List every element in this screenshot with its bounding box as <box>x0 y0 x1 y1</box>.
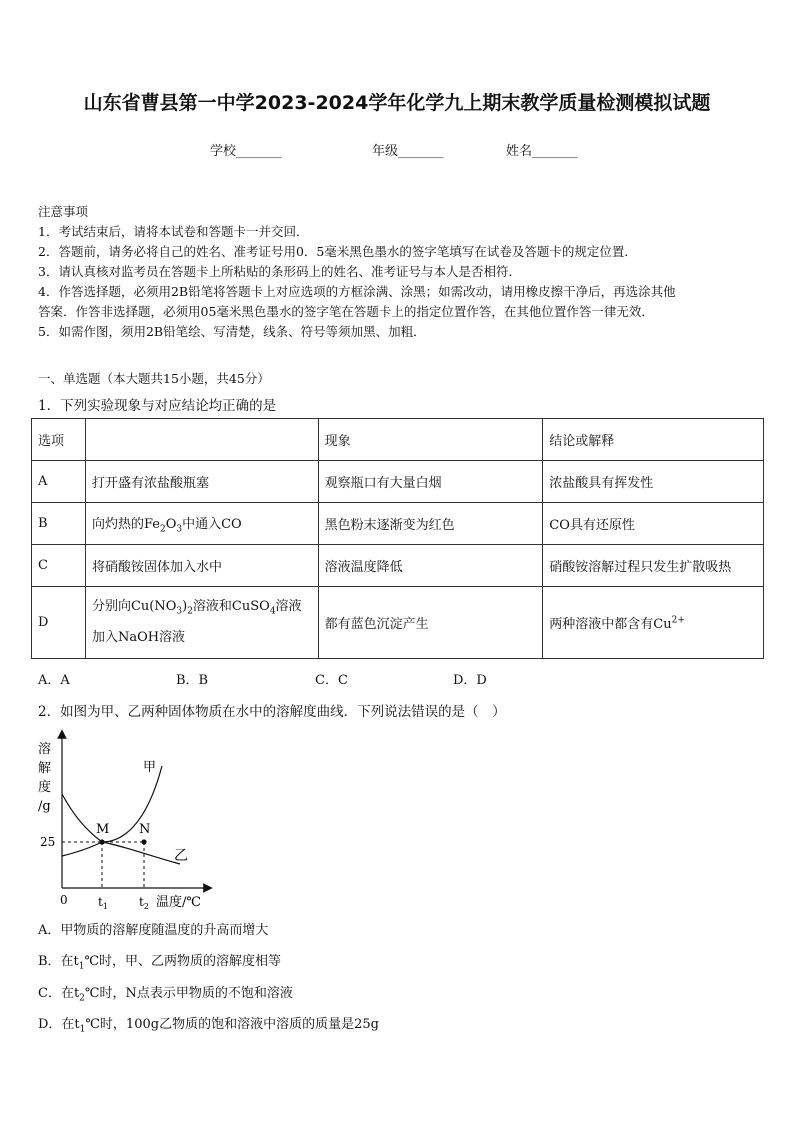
notice-item: 5．如需作图，须用2B铅笔绘、写清楚，线条、符号等须加黑、加粗． <box>38 324 426 339</box>
table-header-cell: 选项 <box>32 419 86 461</box>
q1-option-d[interactable]: D．D <box>453 673 487 688</box>
option-cell: A <box>32 461 86 503</box>
point-m-marker <box>99 839 104 844</box>
notice-title: 注意事项 <box>38 204 89 219</box>
table-header-cell: 现象 <box>318 419 543 461</box>
operation-cell: 分别向$Cu(NO_3)_2$溶液和CuSO$_4$溶液 加入NaOH溶液 <box>85 587 318 659</box>
option-cell: C <box>32 545 86 587</box>
x-axis-label: 温度/℃ <box>156 895 201 910</box>
table-row <box>32 461 764 503</box>
q2-answer-a[interactable]: A．甲物质的溶解度随温度的升高而增大 <box>38 923 269 938</box>
curve-yi-label: 乙 <box>174 848 188 864</box>
table-header-cell <box>85 419 318 461</box>
y-label-4: /g <box>38 799 51 814</box>
phenomenon-cell: 黑色粉末逐渐变为红色 <box>318 503 543 545</box>
point-n-marker <box>141 839 146 844</box>
conclusion-cell: 浓盐酸具有挥发性 <box>543 461 764 503</box>
table-row <box>32 503 764 545</box>
notice-item: 答案．作答非选择题，必须用05毫米黑色墨水的签字笔在答题卡上的指定位置作答，在其他位置作答一律无效． <box>38 304 654 319</box>
y-label-2: 解 <box>38 761 52 776</box>
table-row <box>32 545 764 587</box>
notice-list <box>38 222 760 342</box>
q2-answer-c[interactable]: C．在$t_2℃$时，N点表示甲物质的不饱和溶液 <box>38 986 293 1004</box>
y-tick-25: 25 <box>40 835 56 849</box>
q1-option-c[interactable]: C．C <box>315 673 348 688</box>
question-1-stem: 1．下列实验现象与对应结论均正确的是 <box>38 398 277 414</box>
question-2-stem: 2．如图为甲、乙两种固体物质在水中的溶解度曲线．下列说法错误的是（ ） <box>38 704 506 720</box>
table-header-row <box>32 419 764 461</box>
question-1-table <box>31 418 764 659</box>
origin-label: 0 <box>60 893 68 907</box>
curve-yi <box>62 842 180 864</box>
q1-option-b[interactable]: B．B <box>176 673 209 688</box>
q2-answer-b[interactable]: B．在$t_1℃$时，甲、乙两物质的溶解度相等 <box>38 954 282 972</box>
notice-item: 1．考试结束后，请将本试卷和答题卡一并交回． <box>38 224 309 239</box>
phenomenon-cell: 观察瓶口有大量白烟 <box>318 461 543 503</box>
curve-jia-label: 甲 <box>143 760 157 775</box>
conclusion-cell: CO具有还原性 <box>543 503 764 545</box>
operation-cell: 向灼热的$Fe_2O_3$中通入CO <box>85 503 318 545</box>
option-cell: B <box>32 503 86 545</box>
name-field: 姓名_______ <box>506 144 578 159</box>
point-m-label: M <box>96 822 110 837</box>
table-row <box>32 587 764 659</box>
x-tick-t2: $t_2$ <box>139 895 149 911</box>
operation-cell: 打开盛有浓盐酸瓶塞 <box>85 461 318 503</box>
q1-option-a[interactable]: A．A <box>38 673 70 688</box>
solubility-graph <box>34 728 224 913</box>
phenomenon-cell: 都有蓝色沉淀产生 <box>318 587 543 659</box>
school-field: 学校_______ <box>210 144 282 159</box>
y-label-1: 溶 <box>38 742 52 757</box>
section-heading: 一、单选题（本大题共15小题，共45分） <box>38 371 270 386</box>
phenomenon-cell: 溶液温度降低 <box>318 545 543 587</box>
q2-answer-d[interactable]: D．在$t_1℃$时，100g乙物质的饱和溶液中溶质的质量是25g <box>38 1017 379 1035</box>
y-label-3: 度 <box>38 780 52 795</box>
grade-field: 年级_______ <box>372 144 444 159</box>
operation-cell: 将硝酸铵固体加入水中 <box>85 545 318 587</box>
notice-item: 4．作答选择题，必须用2B铅笔将答题卡上对应选项的方框涂满、涂黑；如需改动，请用橡皮擦干净后，再选涂其他 <box>38 284 676 299</box>
table-header-cell: 结论或解释 <box>543 419 764 461</box>
notice-item: 2．答题前，请务必将自己的姓名、准考证号用0．5毫米黑色墨水的签字笔填写在试卷及答题卡的规定位置． <box>38 244 637 259</box>
option-cell: D <box>32 587 86 659</box>
point-n-label: N <box>139 822 151 837</box>
conclusion-cell: 两种溶液中都含有$Cu^{2+}$ <box>543 587 764 659</box>
x-tick-t1: $t_1$ <box>98 895 108 911</box>
notice-item: 3．请认真核对监考员在答题卡上所粘贴的条形码上的姓名、准考证号与本人是否相符． <box>38 264 521 279</box>
conclusion-cell: 硝酸铵溶解过程只发生扩散吸热 <box>543 545 764 587</box>
page-title: 山东省曹县第一中学2023-2024学年化学九上期末教学质量检测模拟试题 <box>83 92 711 114</box>
